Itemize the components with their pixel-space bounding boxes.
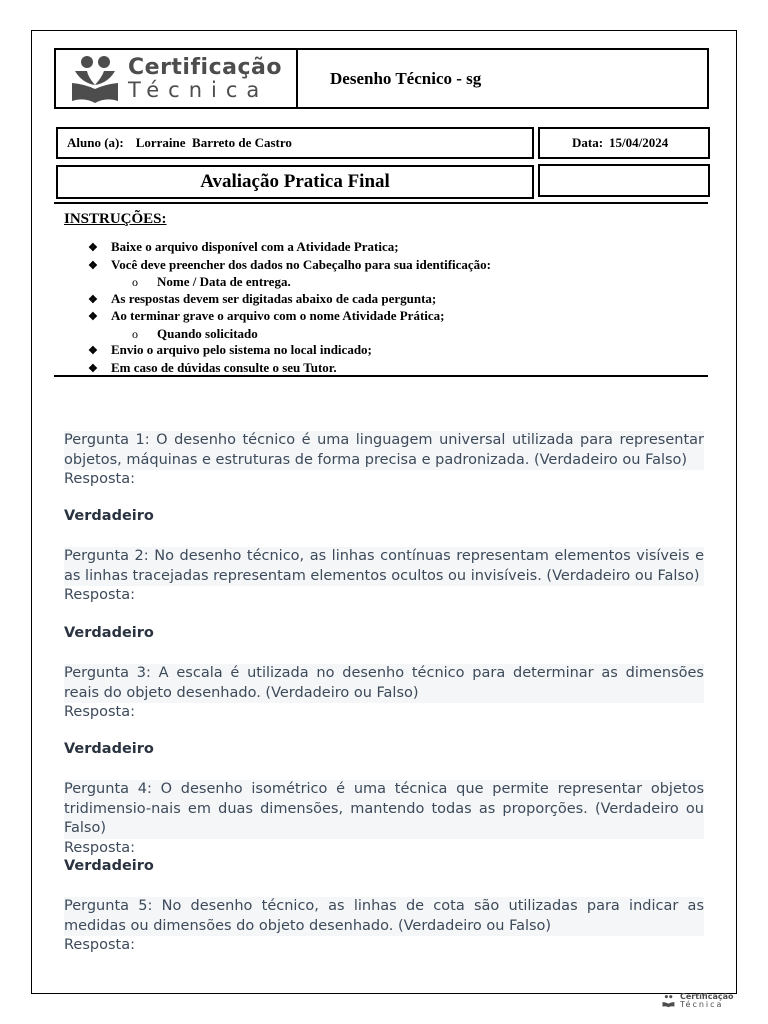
list-item: ❖ Ao terminar grave o arquivo com o nome Atividade Prática; [88, 308, 491, 326]
circle-bullet-icon: o [132, 275, 138, 289]
response-label: Resposta: [64, 704, 135, 720]
date-field [538, 127, 710, 159]
list-item: ❖ As respostas devem ser digitadas abaixo de cada pergunta; [88, 291, 491, 309]
response-label: Resposta: [64, 839, 135, 856]
diamond-bullet-icon: ❖ [88, 293, 98, 306]
question-text: Pergunta 5: No desenho técnico, as linhas de cota são utilizadas para indicar as medidas ou dimensões do objeto desenhado. (Verdadeiro ou Falso) [64, 897, 704, 936]
list-item: ❖ Você deve preencher dos dados no Cabeçalho para sua identificação: [88, 257, 491, 275]
school-logo-icon [662, 994, 678, 1008]
circle-bullet-icon: o [132, 326, 138, 341]
school-logo-icon [70, 53, 132, 105]
response-label: Resposta: [64, 937, 135, 953]
question-text: Pergunta 4: O desenho isométrico é uma técnica que permite representar objetos tridimensio-nais em duas dimensões, mantendo todas as proporções. (Verdadeiro ou Falso) [64, 780, 704, 839]
logo-box [54, 48, 298, 109]
student-name: Lorraine Barreto de Castro [135, 135, 292, 150]
diamond-bullet-icon: ❖ [88, 345, 98, 357]
answer-4: Verdadeiro [64, 858, 154, 874]
question-5 [64, 897, 704, 956]
question-4 [64, 780, 704, 858]
footer-logo-title: Certificação [680, 992, 734, 1001]
diamond-bullet-icon: ❖ [88, 242, 98, 254]
divider-bottom [54, 375, 708, 377]
question-3 [64, 664, 704, 723]
question-2 [64, 547, 704, 606]
answer-3: Verdadeiro [64, 741, 154, 757]
student-label: Aluno (a): [67, 135, 124, 150]
diamond-bullet-icon: ❖ [88, 362, 98, 375]
instructions-title: INSTRUÇÕES: [64, 211, 167, 227]
question-text: Pergunta 3: A escala é utilizada no desenho técnico para determinar as dimensões reais do objeto desenhado. (Verdadeiro ou Falso) [64, 664, 704, 703]
logo-subtitle: Técnica [128, 77, 269, 102]
question-text: Pergunta 1: O desenho técnico é uma linguagem universal utilizada para representar objetos, máquinas e estruturas de forma precisa e padronizada. (Verdadeiro ou Falso) [64, 431, 704, 470]
diamond-bullet-icon: ❖ [88, 311, 98, 323]
logo-title: Certificação [128, 54, 282, 80]
sub-list-item: o Nome / Data de entrega. [132, 274, 291, 289]
grade-box [538, 164, 710, 197]
date-label: Data: [572, 135, 604, 150]
question-text: Pergunta 2: No desenho técnico, as linhas contínuas representam elementos visíveis e as linhas tracejadas representam elementos ocultos ou invisíveis. (Verdadeiro ou Falso) [64, 547, 704, 586]
course-title: Desenho Técnico - sg [296, 48, 709, 109]
sub-list-item: o Quando solicitado [132, 325, 258, 341]
list-item: ❖ Envio o arquivo pelo sistema no local indicado; [88, 342, 491, 360]
answer-1: Verdadeiro [64, 508, 154, 524]
instructions-list [88, 239, 491, 377]
response-label: Resposta: [64, 471, 135, 487]
date-value: 15/04/2024 [609, 135, 669, 150]
student-field [56, 127, 534, 159]
list-item: ❖ Baixe o arquivo disponível com a Atividade Pratica; [88, 239, 491, 257]
response-label: Resposta: [64, 587, 135, 603]
footer-logo [662, 993, 734, 1009]
footer-logo-subtitle: Técnica [680, 1000, 724, 1009]
list-item: ❖ Em caso de dúvidas consulte o seu Tutor. [88, 360, 491, 378]
question-1 [64, 431, 704, 490]
answer-2: Verdadeiro [64, 625, 154, 641]
page-title: Avaliação Pratica Final [56, 165, 534, 199]
divider-top [54, 202, 708, 204]
diamond-bullet-icon: ❖ [88, 259, 98, 272]
